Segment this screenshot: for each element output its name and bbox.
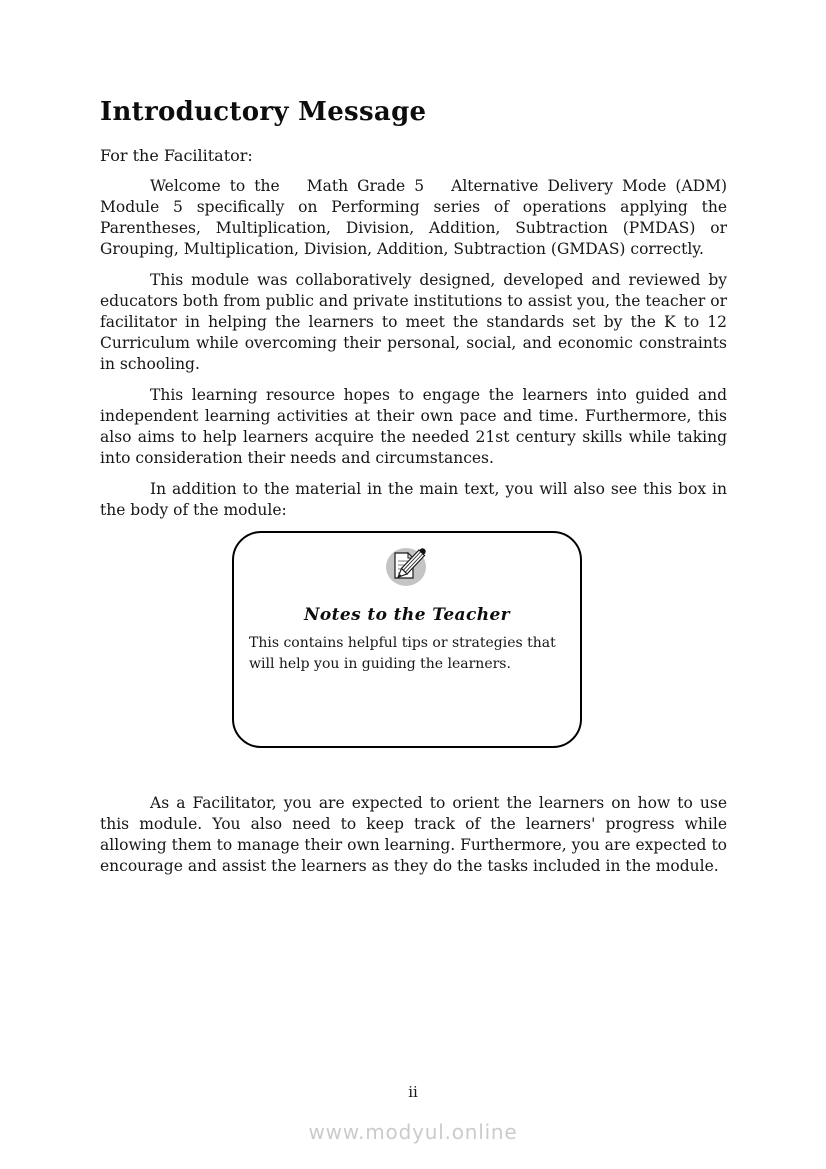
page-title: Introductory Message xyxy=(100,97,427,127)
page-number: ii xyxy=(408,1083,418,1101)
paragraph-closing: As a Facilitator, you are expected to orient the learners on how to use this module. You also need to keep track of the learners' progress while allowing them to manage their own learning. Furthermore, you are expected to encourage and assist the learners as they do the tasks included in the module. xyxy=(100,794,727,875)
notepad-pencil-icon xyxy=(234,544,580,591)
paragraph-module-design: This module was collaboratively designed, developed and reviewed by educators both from public and private institutions to assist you, the teacher or facilitator in helping the learners to meet the standards set by the K to 12 Curriculum while overcoming their personal, social, and economic constraints in schooling. xyxy=(100,271,727,373)
notes-box-body-line: will help you in guiding the learners. xyxy=(249,656,511,672)
page-content xyxy=(100,97,727,887)
notes-box-heading: Notes to the Teacher xyxy=(303,605,511,625)
notes-to-teacher-box xyxy=(232,531,582,748)
paragraph-welcome: Welcome to the Math Grade 5 Alternative Delivery Mode (ADM) Module 5 specifically on Performing series of operations applying the Parentheses, Multiplication, Division, Addition, Subtraction (PMDAS) or Grouping, Multiplication, Division, Addition, Subtraction (GMDAS) correctly. xyxy=(100,177,727,258)
notes-box-body-line: This contains helpful tips or strategies that xyxy=(249,635,556,651)
paragraph-box-intro: In addition to the material in the main text, you will also see this box in the body of the module: xyxy=(100,480,727,519)
notes-box-body xyxy=(234,625,580,675)
salutation-for-facilitator: For the Facilitator: xyxy=(100,146,253,165)
watermark-text: www.modyul.online xyxy=(308,1120,518,1144)
paragraph-learning-resource: This learning resource hopes to engage the learners into guided and independent learning activities at their own pace and time. Furthermore, this also aims to help learners acquire the needed 21st century skills while taking into consideration their needs and circumstances. xyxy=(100,386,727,467)
